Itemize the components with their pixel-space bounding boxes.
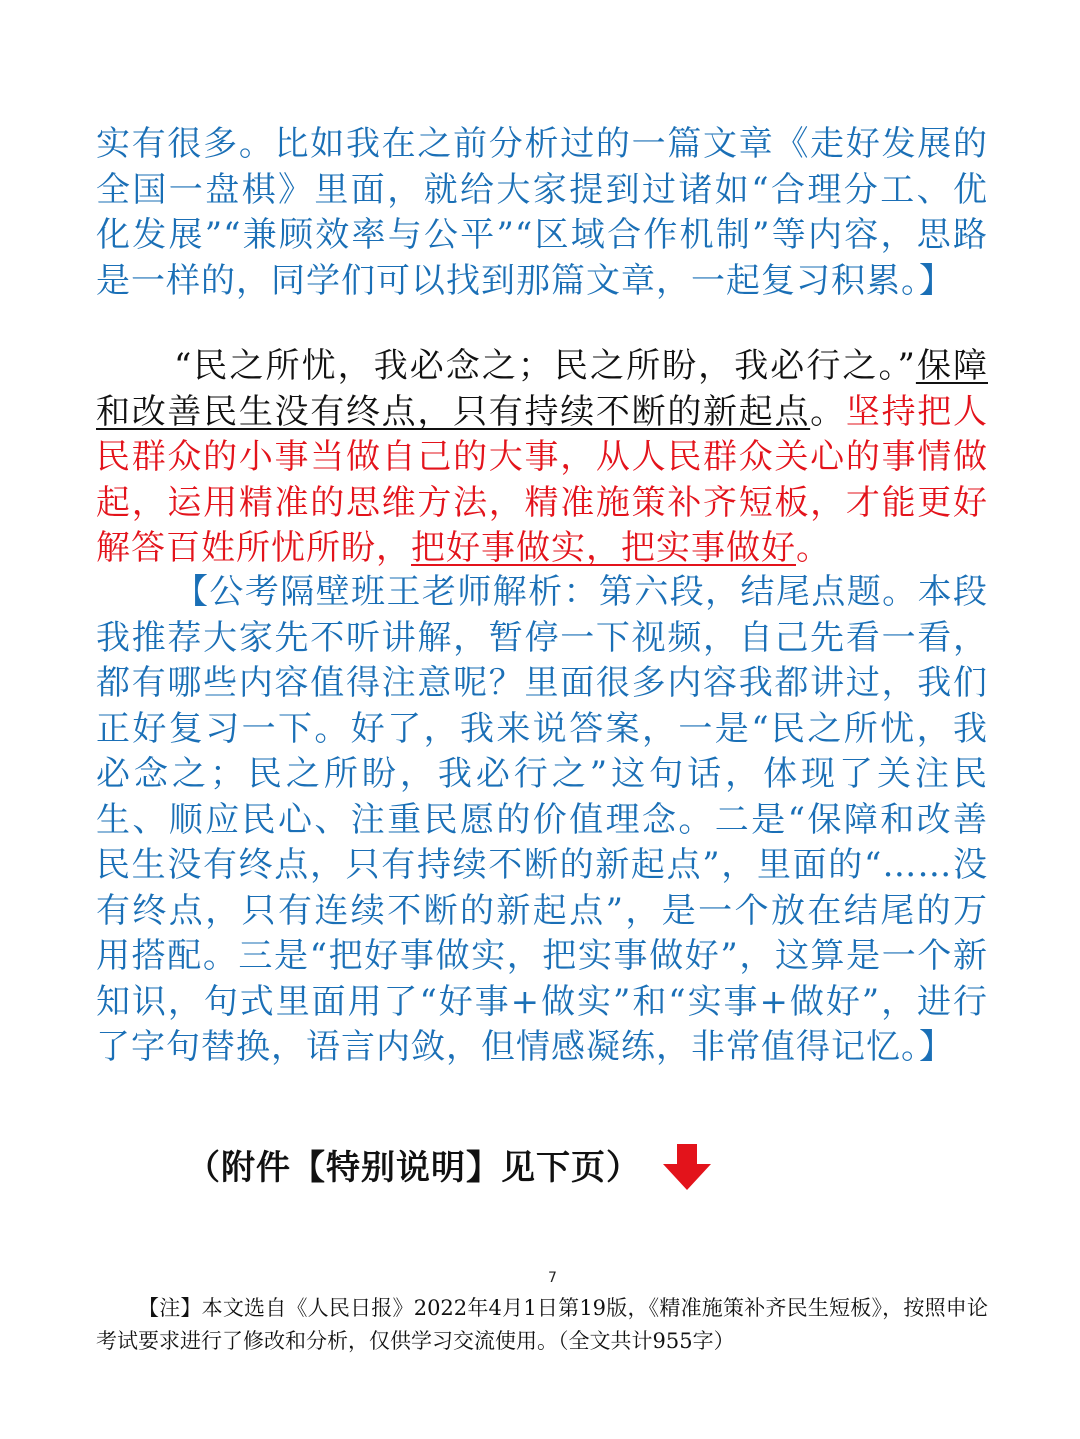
underlined-key-sentence: 保障和改善民生没有终点，只有持续不断的新起点 [96,346,988,432]
article-paragraph [96,344,988,572]
analysis-paragraph [96,570,988,1071]
appendix-note: （附件【特别说明】见下页） [186,1148,641,1188]
highlighted-red-text: 坚持把人民群众的小事当做自己的大事，从人民群众关心的事情做起，运用精准的思维方法，精准施策补齐短板，才能更好解答百姓所忧所盼， [96,391,989,568]
quote-text: “民之所忧，我必念之；民之所盼，我必行之。” [174,346,916,386]
highlighted-red-end: 。 [796,528,831,568]
highlighted-red-underlined: 把好事做实，把实事做好 [411,528,796,568]
sentence-period: 。 [810,391,846,432]
source-footnote: 【注】本文选自《人民日报》2022年4月1日第19版，《精准施策补齐民生短板》，按照申论考试要求进行了修改和分析，仅供学习交流使用。（全文共计955字） [96,1296,988,1353]
analysis-paragraph-continued [96,122,988,304]
analysis-paragraph-continued-text: 实有很多。比如我在之前分析过的一篇文章《走好发展的全国一盘棋》里面，就给大家提到过诸如“合理分工、优化发展”“兼顾效率与公平”“区域合作机制”等内容，思路是一样的，同学们可以找到那篇文章，一起复习积累。】 [96,124,988,301]
analysis-paragraph-text: 【公考隔壁班王老师解析：第六段，结尾点题。本段我推荐大家先不听讲解，暂停一下视频，自己先看一看，都有哪些内容值得注意呢？里面很多内容我都讲过，我们正好复习一下。好了，我来说答案，一是“民之所忧，我必念之；民之所盼，我必行之”这句话，体现了关注民生、顺应民心、注重民愿的价值理念。二是“保障和改善民生没有终点，只有持续不断的新起点”，里面的“……没有终点，只有连续不断的新起点”，是一个放在结尾的万用搭配。三是“把好事做实，把实事做好”，这算是一个新知识，句式里面用了“好事+做实”和“实事+做好”，进行了字句替换，语言内敛，但情感凝练，非常值得记忆。】 [96,572,988,1067]
page-number: 7 [548,1270,557,1286]
down-arrow-icon [663,1144,711,1190]
